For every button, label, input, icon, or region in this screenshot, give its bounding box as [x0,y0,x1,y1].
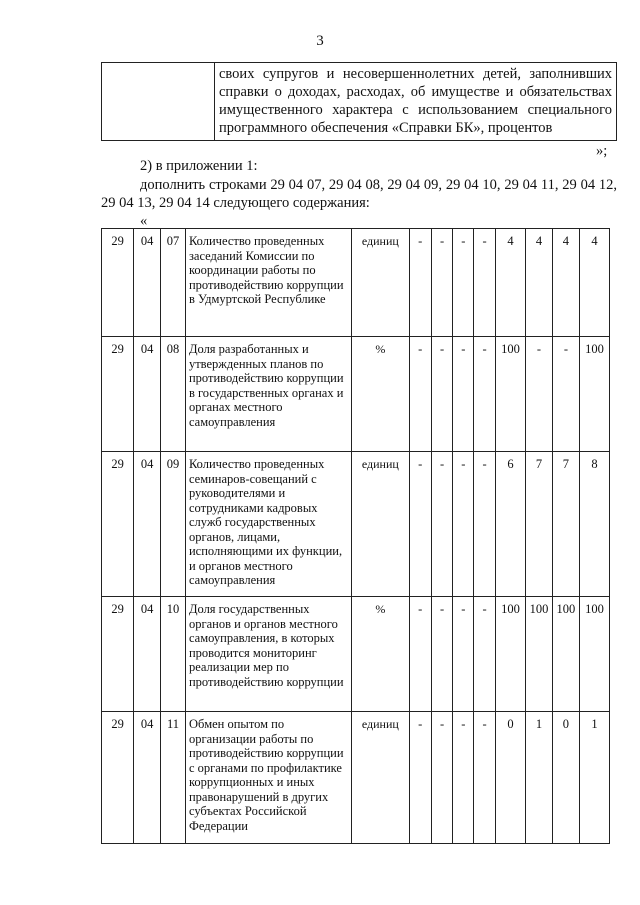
value-cell: - [453,712,474,844]
indicator-name-cell: Количество проведенных заседаний Комиссии по координации работы по противодействию коррупции в Удмуртской Республике [185,229,351,337]
value-cell: 4 [525,229,552,337]
value-cell: - [474,337,496,452]
value-cell: - [453,337,474,452]
value-cell: 0 [552,712,579,844]
value-cell: - [409,337,431,452]
value-cell: 100 [552,597,579,712]
value-cell: - [409,452,431,597]
code-item-cell: 08 [161,337,186,452]
value-cell: - [474,597,496,712]
value-cell: - [474,712,496,844]
code-subsection-cell: 04 [134,229,161,337]
indicator-name-cell: Доля государственных органов и органов местного самоуправления, в которых проводится мониторинг реализации мер по противодействию коррупции [185,597,351,712]
value-cell: 100 [579,337,609,452]
value-cell: - [409,229,431,337]
value-cell: - [431,229,453,337]
code-subsection-cell: 04 [134,337,161,452]
code-section-cell: 29 [102,597,134,712]
unit-cell: единиц [351,712,409,844]
value-cell: 4 [579,229,609,337]
indicator-name-cell: Доля разработанных и утвержденных планов по противодействию коррупции в государственных органах и органах местного самоуправления [185,337,351,452]
paragraph-text: дополнить строками 29 04 07, 29 04 08, 29 04 09, 29 04 10, 29 04 11, 29 04 12, 29 04 13, 29 04 14 следующего содержания: [101,177,617,211]
value-cell: - [409,712,431,844]
value-cell: - [409,597,431,712]
value-cell: - [525,337,552,452]
code-section-cell: 29 [102,229,134,337]
value-cell: 0 [495,712,525,844]
value-cell: 100 [525,597,552,712]
value-cell: - [453,452,474,597]
value-cell: - [431,597,453,712]
value-cell: 100 [579,597,609,712]
indicators-table-body [102,229,610,844]
indicators-table [101,228,610,844]
code-section-cell: 29 [102,337,134,452]
unit-cell: % [351,597,409,712]
unit-cell: единиц [351,229,409,337]
table-row [102,452,610,597]
table-row [102,337,610,452]
table-row [102,63,617,141]
opening-quote: « [140,213,148,229]
code-subsection-cell: 04 [134,452,161,597]
value-cell: 4 [552,229,579,337]
value-cell: 1 [579,712,609,844]
code-item-cell: 09 [161,452,186,597]
value-cell: 100 [495,597,525,712]
table-row [102,597,610,712]
value-cell: 6 [495,452,525,597]
table-cell-empty [102,63,215,141]
value-cell: - [431,337,453,452]
value-cell: 8 [579,452,609,597]
value-cell: - [474,229,496,337]
value-cell: - [431,712,453,844]
indicator-name-cell: Количество проведенных семинаров-совещаний с руководителями и сотрудниками кадровых служб государственных органов, лицами, исполняющими их функции, и органов местного самоуправления [185,452,351,597]
indicator-text-cell: своих супругов и несовершеннолетних детей, заполнивших справки о доходах, расходах, об имуществе и обязательствах имущественного характера с использованием специального программного обеспечения «Справки БК», процентов [215,63,617,141]
code-item-cell: 11 [161,712,186,844]
value-cell: 7 [525,452,552,597]
table-row [102,712,610,844]
closing-quote: »; [596,143,608,159]
indicator-name-cell: Обмен опытом по организации работы по противодействию коррупции с органами по профилактике коррупционных и иных правонарушений в других субъектах Российской Федерации [185,712,351,844]
table-row [102,229,610,337]
paragraph-item: 2) в приложении 1: [140,158,258,174]
value-cell: 100 [495,337,525,452]
value-cell: - [552,337,579,452]
code-section-cell: 29 [102,452,134,597]
value-cell: - [453,229,474,337]
continuation-table [101,62,617,141]
unit-cell: % [351,337,409,452]
page-number: 3 [316,33,324,49]
value-cell: 7 [552,452,579,597]
code-section-cell: 29 [102,712,134,844]
code-item-cell: 10 [161,597,186,712]
value-cell: - [474,452,496,597]
code-subsection-cell: 04 [134,597,161,712]
code-subsection-cell: 04 [134,712,161,844]
value-cell: 4 [495,229,525,337]
value-cell: - [453,597,474,712]
unit-cell: единиц [351,452,409,597]
code-item-cell: 07 [161,229,186,337]
value-cell: - [431,452,453,597]
value-cell: 1 [525,712,552,844]
